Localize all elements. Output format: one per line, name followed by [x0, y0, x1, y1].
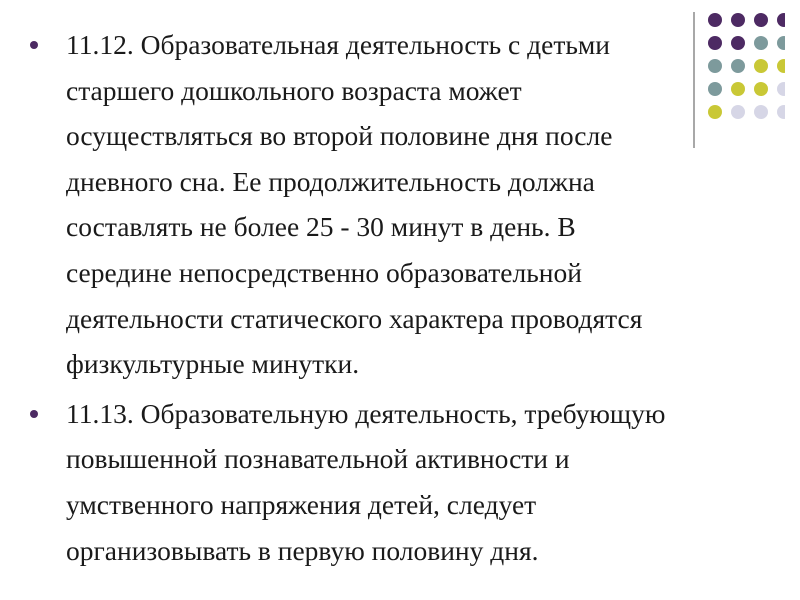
text-line: физкультурные минутки. — [66, 348, 360, 380]
text-line: деятельности статического характера проводятся — [66, 302, 643, 334]
decorative-dot — [731, 13, 745, 27]
bullet-item-11-12 — [30, 22, 720, 387]
decorative-dot — [777, 82, 785, 96]
decorative-dot — [777, 13, 785, 27]
bullet-icon — [30, 410, 38, 418]
text-line: составлять не более 25 - 30 минут в день. В — [66, 211, 576, 243]
text-line: середине непосредственно образовательной — [66, 256, 582, 288]
text-line: дневного сна. Ее продолжительность должна — [66, 165, 595, 197]
text-line: осуществляться во второй половине дня после — [66, 120, 613, 152]
bullet-icon — [30, 41, 38, 49]
decorative-dot — [754, 59, 768, 73]
text-line: 11.12. Образовательная деятельность с детьми — [66, 29, 610, 60]
slide-body — [30, 22, 720, 577]
decorative-dot — [731, 105, 745, 119]
decorative-dot — [754, 82, 768, 96]
decorative-dot — [777, 105, 785, 119]
decorative-dot — [777, 59, 785, 73]
decorative-dot — [731, 59, 745, 73]
text-line: умственного напряжения детей, следует — [66, 488, 537, 520]
decorative-dot — [731, 36, 745, 50]
decorative-dot — [754, 13, 768, 27]
decorative-dot — [777, 36, 785, 50]
decorative-dot — [754, 36, 768, 50]
decorative-dot — [731, 82, 745, 96]
text-line: 11.13. Образовательную деятельность, требующую — [66, 397, 666, 429]
text-line: повышенной познавательной активности и — [66, 443, 570, 475]
text-line: организовывать в первую половину дня. — [66, 534, 539, 566]
bullet-item-11-13 — [30, 391, 720, 573]
text-line: старшего дошкольного возраста может — [66, 74, 522, 106]
decorative-dot — [754, 105, 768, 119]
